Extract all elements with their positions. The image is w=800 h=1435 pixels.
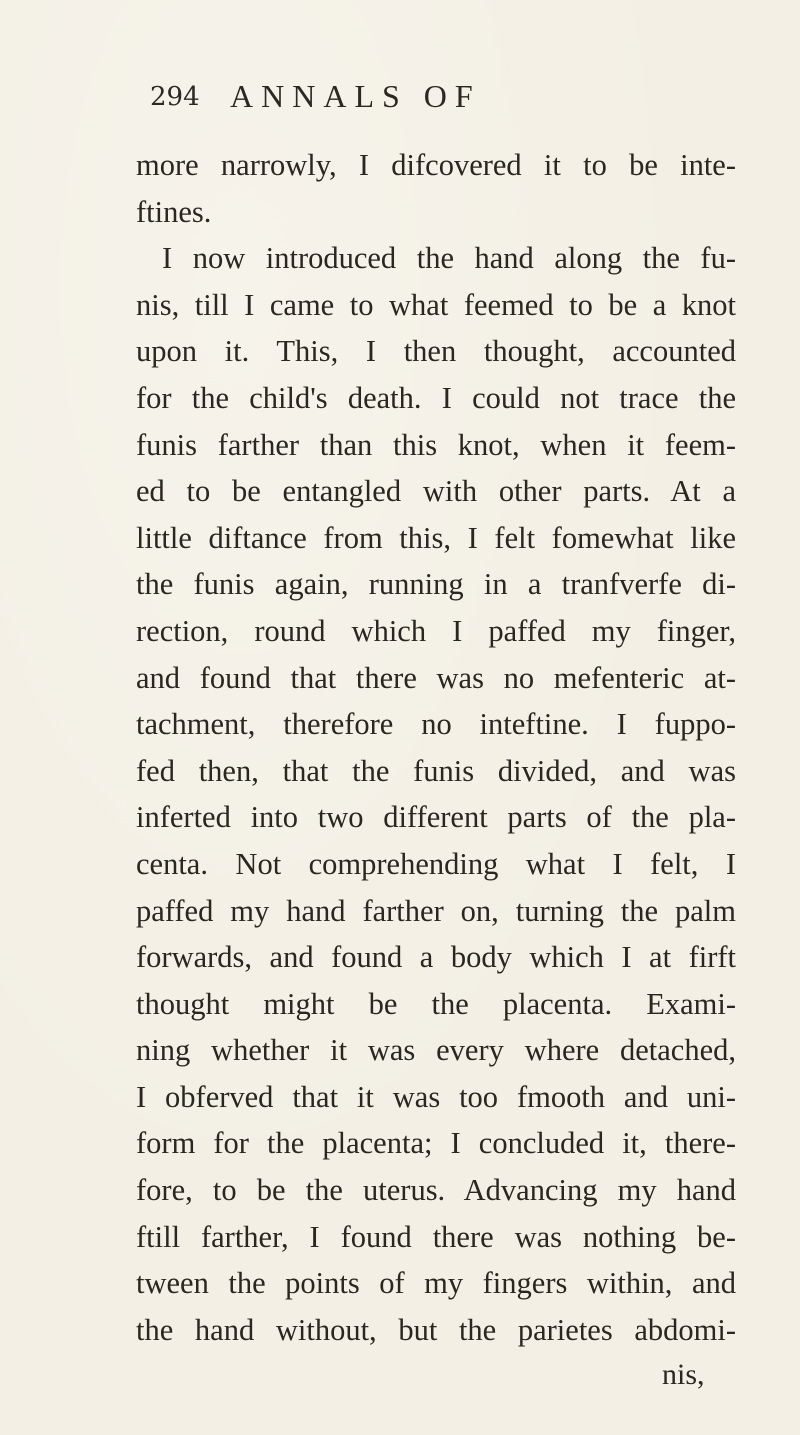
- body-text: [136, 142, 736, 1353]
- running-title: ANNALS OF: [230, 78, 481, 114]
- text-line: inferted into two different parts of the pla-: [136, 800, 736, 835]
- text-line: and found that there was no mefenteric at-: [136, 660, 736, 695]
- text-line: ning whether it was every where detached,: [136, 1033, 736, 1068]
- page-number: 294: [150, 82, 200, 112]
- text-line: forwards, and found a body which I at firft: [136, 940, 736, 975]
- text-line: paffed my hand farther on, turning the palm: [136, 893, 736, 928]
- text-line: the hand without, but the parietes abdomi-: [136, 1312, 736, 1347]
- text-line: tachment, therefore no inteftine. I fuppo-: [136, 707, 736, 742]
- catchword: nis,: [662, 1358, 705, 1391]
- text-line: little diftance from this, I felt fomewhat like: [136, 520, 736, 555]
- text-line: I now introduced the hand along the fu-: [162, 241, 736, 276]
- text-line: fed then, that the funis divided, and was: [136, 753, 736, 788]
- text-line: funis farther than this knot, when it feem-: [136, 427, 736, 462]
- running-head: [150, 78, 710, 128]
- text-line: upon it. This, I then thought, accounted: [136, 334, 736, 369]
- text-line: ed to be entangled with other parts. At a: [136, 474, 736, 509]
- text-line: thought might be the placenta. Exami-: [136, 986, 736, 1021]
- text-line: tween the points of my fingers within, and: [136, 1266, 736, 1301]
- text-line: the funis again, running in a tranfverfe di-: [136, 567, 736, 602]
- text-line: centa. Not comprehending what I felt, I: [136, 846, 736, 881]
- text-line: rection, round which I paffed my finger,: [136, 613, 736, 648]
- text-line: nis, till I came to what feemed to be a knot: [136, 287, 736, 322]
- text-line: fore, to be the uterus. Advancing my hand: [136, 1173, 736, 1208]
- text-line: I obferved that it was too fmooth and uni-: [136, 1079, 736, 1114]
- text-line: ftill farther, I found there was nothing be-: [136, 1219, 736, 1254]
- text-line: for the child's death. I could not trace the: [136, 380, 736, 415]
- text-line: form for the placenta; I concluded it, there-: [136, 1126, 736, 1161]
- text-line: more narrowly, I difcovered it to be inte-: [136, 148, 736, 182]
- text-line: ftines.: [136, 194, 212, 229]
